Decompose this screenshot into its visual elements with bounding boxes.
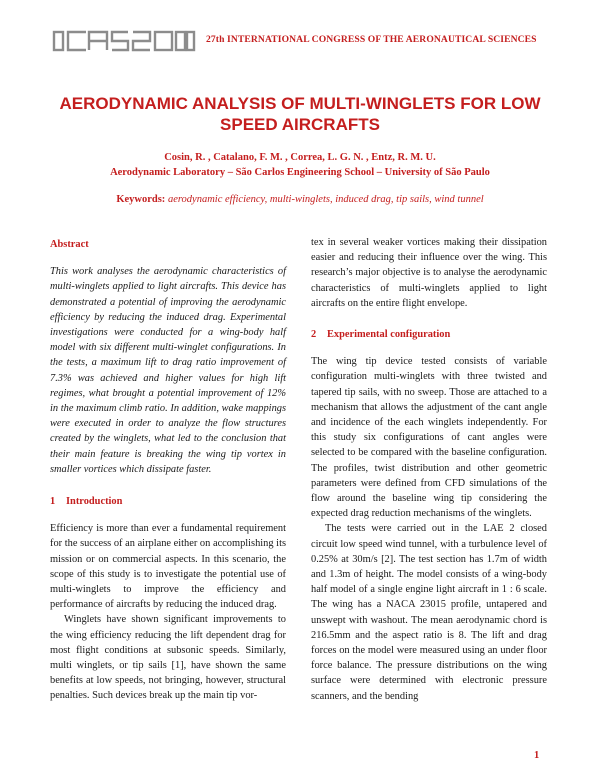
affiliation: Aerodynamic Laboratory – São Carlos Engineering School – University of São Paulo xyxy=(110,167,490,178)
conference-name: 27th INTERNATIONAL CONGRESS OF THE AERONAUTICAL SCIENCES xyxy=(206,34,537,45)
paragraph: Efficiency is more than ever a fundamental requirement for the success of an airplane either on accomplishing its mission or on commercial aspects. In this scenario, the scope of this study is to investigate the potential use of multi-winglets to improve the efficiency and performance of aircrafts by reducing the induced drag. xyxy=(50,523,286,611)
abstract-heading: Abstract xyxy=(50,239,89,250)
section-title: Introduction xyxy=(66,496,123,508)
keywords-text: aerodynamic efficiency, multi-winglets, induced drag, tip sails, wind tunnel xyxy=(167,194,484,205)
section-title: Experimental configuration xyxy=(327,329,451,341)
introduction-heading xyxy=(50,494,286,509)
page-number: 1 xyxy=(534,750,540,761)
paper-title: AERODYNAMIC ANALYSIS OF MULTI-WINGLETS FOR LOW SPEED AIRCRAFTS xyxy=(59,94,541,134)
keywords xyxy=(0,194,600,205)
left-column xyxy=(50,237,286,704)
experimental-heading xyxy=(311,327,547,342)
paragraph: tex in several weaker vortices making their dissipation easier and reducing their influence over the wing. This research’s major objective is to analyse the aerodynamic characteristics of multi-winglets applied to light aircrafts on the entire flight envelope. xyxy=(311,237,547,309)
section-number: 1 xyxy=(50,496,56,508)
paragraph: The wing tip device tested consists of variable configuration multi-winglets with three twisted and tapered tip sails, with no sweep. Those are attached to a mechanism that allows the adjustment of the cant angle and incidence of the each winglets independently. For this study six configurations of cant angles were selected to be compared with the baseline configuration. The profiles, twist distribution and other geometric parameters were defined from CFD simulations of the flow around the baseline wing tip considering the expected drag reduction mechanisms of the winglets. xyxy=(311,356,547,520)
paragraph: The tests were carried out in the LAE 2 closed circuit low speed wind tunnel, with a turbulence level of 0.25% at 30m/s [2]. The test section has 1.7m of width and 1.3m of height. The model consists of a wing-body half model of a single engine light aircraft in 1 : 6 scale. The wing has a NACA 23015 profile, untapered and unswept with washout. The mean aerodynamic chord is 216.5mm and the aspect ratio is 8. The lift and drag forces on the model were measured using an under floor force balance. The pressure distributions on the wing surface were determined with electronic pressure scanners, and the bending xyxy=(311,523,547,702)
abstract-text: This work analyses the aerodynamic characteristics of multi-winglets applied to light aircrafts. This device has demonstrated a potential of improving the aerodynamic efficiency by reducing the induced drag. Experimental investigations were conducted for a wing-body half model with six different multi-winglet configurations. In the tests, a maximum lift to drag ratio improvement of 7.3% was achieved and higher values for high lift regimes, what brought a potential improvement of 12% in the maximum climb ratio. In addition, wake mappings were executed in order to analyze the flow structures created by the winglets, what led to the conclusion that their main feature is breaking the wing tip vortex in smaller vortices which dissipate faster. xyxy=(50,266,286,475)
icas-2010-logo xyxy=(52,30,196,57)
authors: Cosin, R. , Catalano, F. M. , Correa, L. G. N. , Entz, R. M. U. xyxy=(164,152,436,163)
section-number: 2 xyxy=(311,329,317,341)
right-column xyxy=(311,235,547,704)
keywords-label: Keywords: xyxy=(116,194,166,205)
paragraph: Winglets have shown significant improvements to the wing efficiency reducing the lift dependent drag for most flight conditions at subsonic speeds. Similarly, multi winglets, or tip sails [1], have shown the same benefits at low speeds, not bringing, however, structural penalties. Such devices break up the main tip vor- xyxy=(50,614,286,702)
